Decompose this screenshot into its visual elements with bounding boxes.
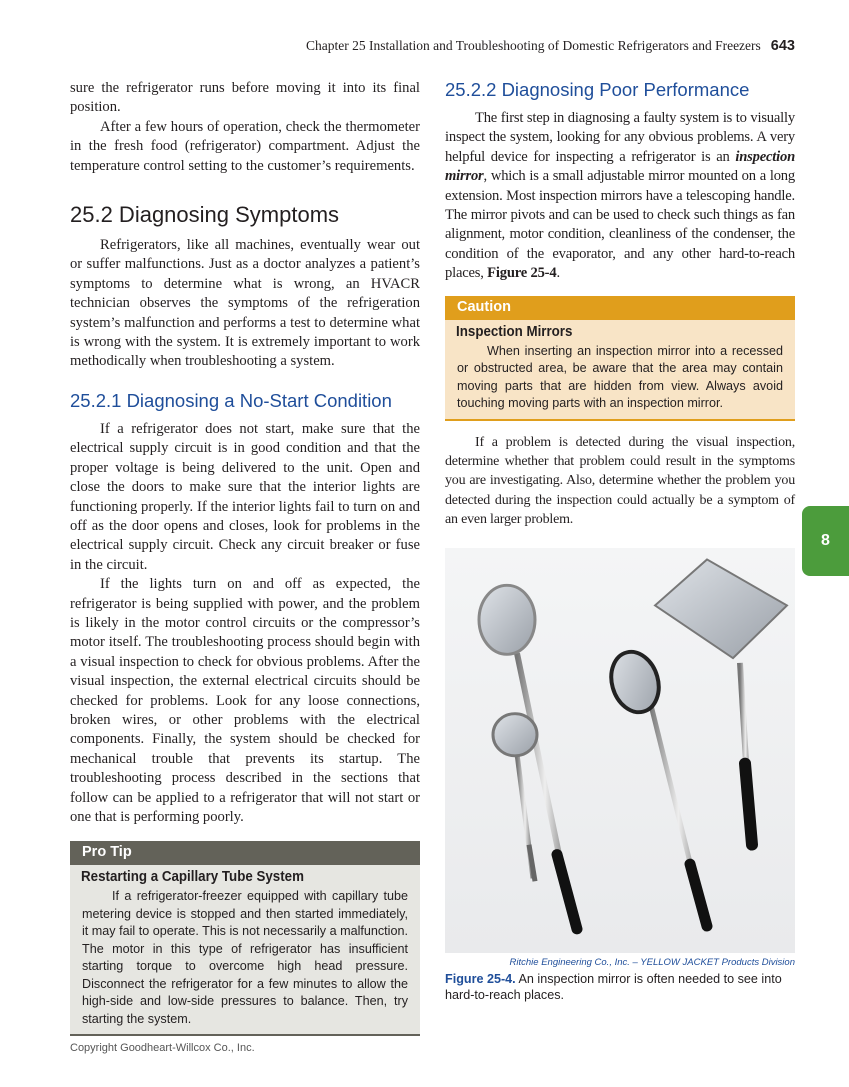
paragraph: Refrigerators, like all machines, eventually wear out or suffer malfunctions. Just as a doctor analyzes a patient’s symptoms to determine what is wrong, an HVACR technician observes the symptoms of the refrigeration system’s malfunction and performs a test to determine what is wrong with the system. It is extremely important to work methodically when troubleshooting a system. xyxy=(70,237,420,370)
left-column xyxy=(70,79,420,1036)
subsection-heading: 25.2.1 Diagnosing a No-Start Condition xyxy=(70,389,392,411)
inspection-mirrors-illustration xyxy=(445,548,795,953)
pro-tip-label: Pro Tip xyxy=(70,841,420,865)
pro-tip-box xyxy=(70,841,420,1036)
figure-caption-text: An inspection mirror is often needed to see into hard-to-reach places. xyxy=(445,971,782,1002)
page-number: 643 xyxy=(770,38,795,54)
caution-box xyxy=(445,296,795,421)
pro-tip-text: If a refrigerator-freezer equipped with capillary tube metering device is stopped and then started immediately, it may fail to operate. This is not necessarily a malfunction. The motor in this type of refrigerator has insufficient starting torque to overcome high head pressure. Disconnect the refrigerator for a few minutes to allow the high-side and low-side pressures to balance. Then, try starting the system. xyxy=(82,889,408,1026)
caution-label: Caution xyxy=(445,296,795,320)
copyright-footer: Copyright Goodheart-Willcox Co., Inc. xyxy=(70,1042,255,1054)
caution-text: When inserting an inspection mirror into a recessed or obstructed area, be aware that the area may contain moving parts that are hidden from view. Always avoid touching moving parts with an inspection mirror. xyxy=(457,343,783,411)
paragraph: sure the refrigerator runs before moving it into its final position. xyxy=(70,80,420,116)
paragraph: If a refrigerator does not start, make sure that the electrical supply circuit is in good condition and that the proper voltage is being delivered to the unit. Open and close the doors to make sure that the interior lights are functioning properly. If the interior lights fail to turn on and off as the door opens and closes, look for problems in the electrical supply circuit. Check any circuit breaker or fuse in the circuit. xyxy=(70,420,420,573)
chapter-tab: 8 xyxy=(802,506,849,576)
paragraph: The first step in diagnosing a faulty system is to visually inspect the system, looking for any obvious problems. A very helpful device for inspecting a refrigerator is an inspection mirror, which is a small adjustable mirror mounted on a long extension. Most inspection mirrors have a telescoping handle. The mirror pivots and can be used to check such things as fan alignment, motor condition, cleanliness of the condenser, the condition of the evaporator, and any other hard-to-reach places, Figure 25-4. xyxy=(445,110,795,282)
right-column xyxy=(445,79,795,1003)
chapter-title: Chapter 25 Installation and Troubleshooting of Domestic Refrigerators and Freezers xyxy=(306,38,761,53)
figure-photo-inspection-mirrors xyxy=(445,548,795,953)
section-heading: 25.2 Diagnosing Symptoms xyxy=(70,202,340,228)
figure-label: Figure 25-4. xyxy=(445,971,516,986)
paragraph: If a problem is detected during the visual inspection, determine whether that problem could result in the symptoms you are investigating. Also, determine whether the problem you detected during the inspection could actually be a symptom of an even larger problem. xyxy=(445,434,795,528)
figure-reference[interactable]: Figure 25-4 xyxy=(487,265,557,282)
subsection-heading: 25.2.2 Diagnosing Poor Performance xyxy=(445,79,750,100)
pro-tip-title: Restarting a Capillary Tube System xyxy=(81,869,304,886)
paragraph: If the lights turn on and off as expected, the refrigerator is being supplied with power, and the problem is likely in the motor control circuits or the compressor’s motor itself. The troubleshooting process should begin with a visual inspection to check for obvious problems. After the visual inspection, the external electrical circuits should be checked for problems. Look for any loose connections, broken wires, or other problems with the electrical components. Finally, the system should be checked for mechanical trouble that prevents its startup. The troubleshooting process described in the sections that follow can be applied to a refrigerator that will not start or one that is performing poorly. xyxy=(70,576,420,825)
paragraph: After a few hours of operation, check the thermometer in the fresh food (refrigerator) compartment. Adjust the temperature control setting to the customer’s requirements. xyxy=(70,118,420,174)
caution-title: Inspection Mirrors xyxy=(456,323,573,340)
figure-caption xyxy=(445,971,795,1003)
running-header xyxy=(306,38,795,54)
photo-credit: Ritchie Engineering Co., Inc. – YELLOW JACKET Products Division xyxy=(509,956,795,968)
key-term: inspection mirror xyxy=(445,148,795,185)
